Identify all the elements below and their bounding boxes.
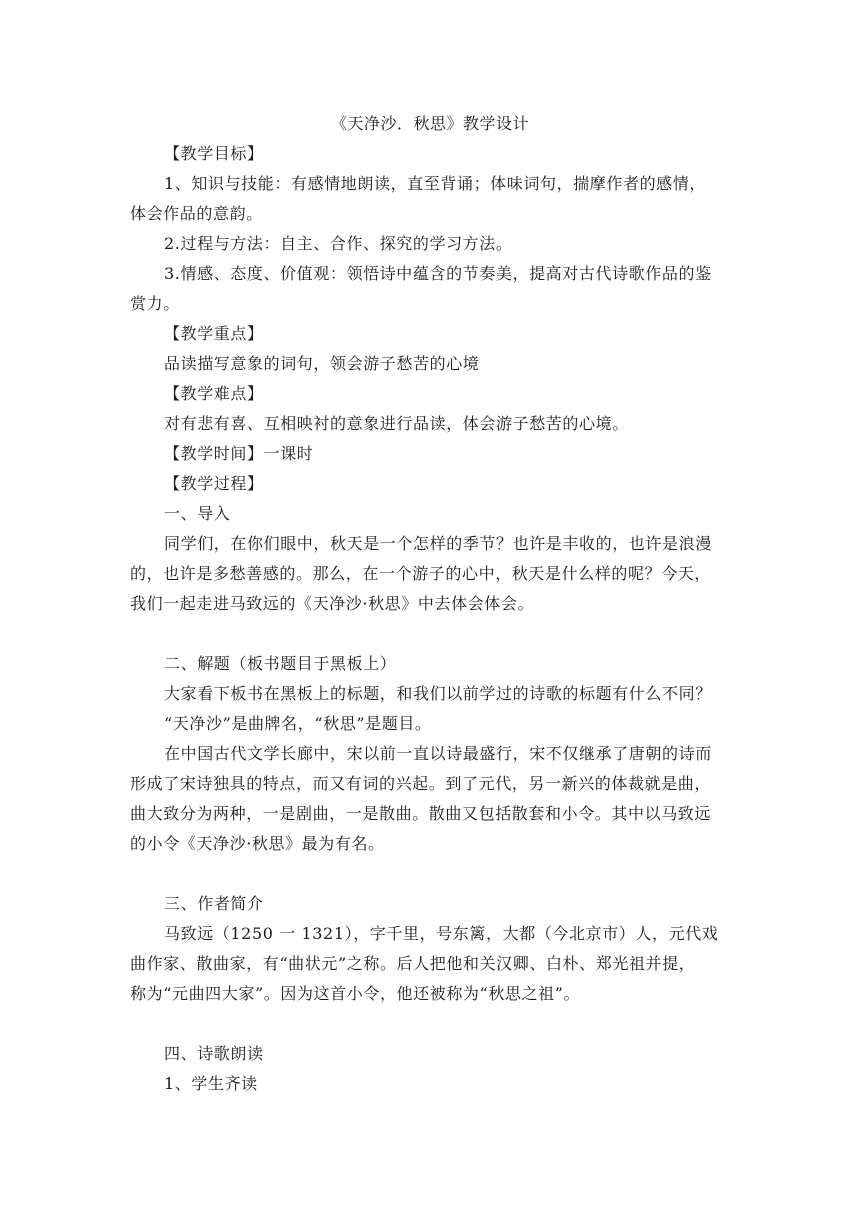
objective-3-line-2: 赏力。 <box>130 294 180 313</box>
section-1-line-1: 同学们，在你们眼中，秋天是一个怎样的季节？也许是丰收的，也许是浪漫 <box>164 534 712 553</box>
difficulty-heading: 【教学难点】 <box>164 384 264 403</box>
objectives-heading: 【教学目标】 <box>164 144 264 163</box>
section-1-heading: 一、导入 <box>164 504 231 523</box>
section-2-line-1: 大家看下板书在黑板上的标题，和我们以前学过的诗歌的标题有什么不同？ <box>164 684 712 703</box>
difficulty-text: 对有悲有喜、互相映衬的意象进行品读，体会游子愁苦的心境。 <box>164 414 629 433</box>
key-points-heading: 【教学重点】 <box>164 324 264 343</box>
section-3-line-1: 马致远（1250 一 1321），字千里，号东篱，大都（今北京市）人，元代戏 <box>164 924 719 943</box>
section-2-heading: 二、解题（板书题目于黑板上） <box>164 654 397 673</box>
objective-1-line-2: 体会作品的意韵。 <box>130 204 263 223</box>
section-1-line-3: 我们一起走进马致远的《天净沙·秋思》中去体会体会。 <box>130 594 535 613</box>
section-4-line-1: 1、学生齐读 <box>164 1074 258 1093</box>
objective-2: 2.过程与方法：自主、合作、探究的学习方法。 <box>164 234 513 253</box>
section-3-line-3: 称为“元曲四大家”。因为这首小令，他还被称为“秋思之祖”。 <box>130 984 581 1003</box>
document-title: 《天净沙．秋思》教学设计 <box>330 114 529 133</box>
section-3-line-2: 曲作家、散曲家，有“曲状元”之称。后人把他和关汉卿、白朴、郑光祖并提， <box>130 954 696 973</box>
teaching-time: 【教学时间】一课时 <box>164 444 314 463</box>
section-4-heading: 四、诗歌朗读 <box>164 1044 264 1063</box>
objective-3-line-1: 3.情感、态度、价值观：领悟诗中蕴含的节奏美，提高对古代诗歌作品的鉴 <box>164 264 712 283</box>
section-3-heading: 三、作者简介 <box>164 894 264 913</box>
section-2-line-3: 在中国古代文学长廊中，宋以前一直以诗最盛行，宋不仅继承了唐朝的诗而 <box>164 744 712 763</box>
section-2-line-5: 曲大致分为两种，一是剧曲，一是散曲。散曲又包括散套和小令。其中以马致远 <box>130 804 712 823</box>
section-1-line-2: 的，也许是多愁善感的。那么，在一个游子的心中，秋天是什么样的呢？今天， <box>130 564 712 583</box>
section-2-line-6: 的小令《天净沙·秋思》最为有名。 <box>130 834 385 853</box>
process-heading: 【教学过程】 <box>164 474 264 493</box>
section-2-line-4: 形成了宋诗独具的特点，而又有词的兴起。到了元代，另一新兴的体裁就是曲， <box>130 774 712 793</box>
section-2-line-2: “天净沙”是曲牌名，“秋思”是题目。 <box>164 714 432 733</box>
key-points-text: 品读描写意象的词句，领会游子愁苦的心境 <box>164 354 480 373</box>
objective-1-line-1: 1、知识与技能：有感情地朗读，直至背诵；体味词句，揣摩作者的感情， <box>164 174 706 193</box>
